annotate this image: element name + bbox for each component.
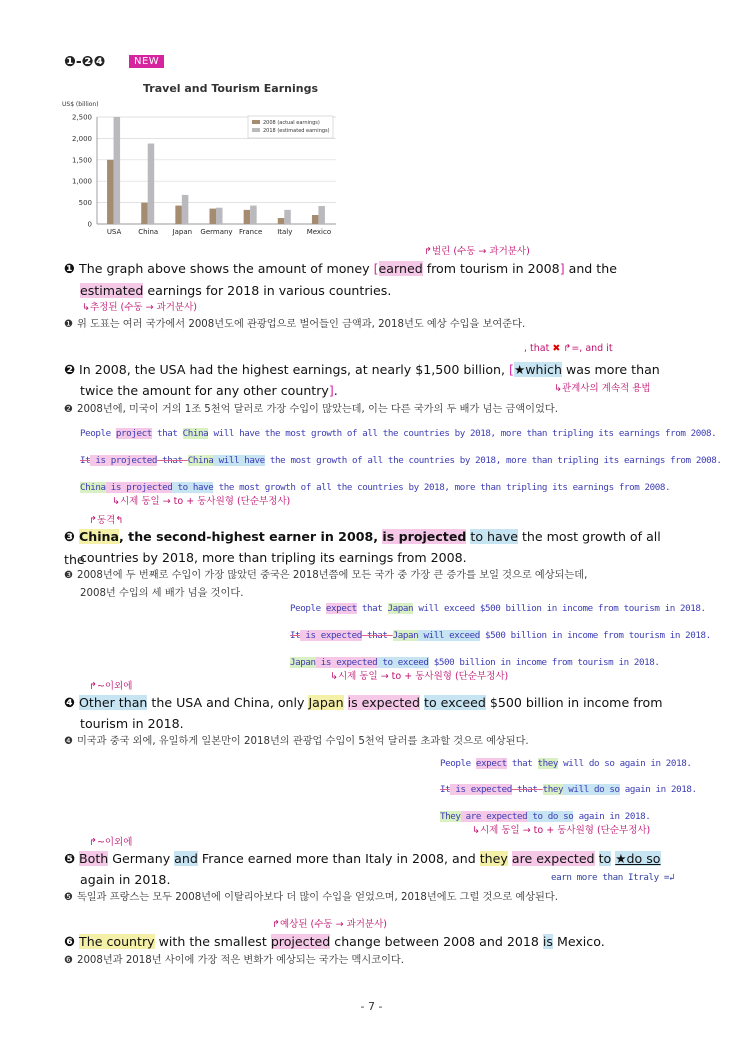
- highlight-they: they: [479, 851, 508, 866]
- y-tick-label: 1,500: [71, 156, 92, 165]
- pattern-5-line3: They are expected to do so again in 2018.: [440, 811, 651, 822]
- legend-label: 2018 (estimated earnings): [263, 128, 330, 134]
- sentence-4-line2: tourism in 2018.: [80, 716, 184, 731]
- highlight-is: is: [542, 934, 553, 949]
- x-tick-label: Japan: [172, 228, 193, 236]
- highlight-and: and: [174, 851, 198, 866]
- sentence-5: ❺ Both Germany and France earned more than Italy in 2008, and they are expected to ★do so: [64, 851, 661, 867]
- chart-y-axis-label: US$ (billion): [62, 101, 99, 108]
- bar-japan-series-2: [182, 195, 189, 224]
- translation-5: ❺ 독일과 프랑스는 모두 2008년에 이탈리아보다 더 많이 수입을 얻었으며, 2018년에도 그럴 것으로 예상된다.: [64, 892, 558, 903]
- annotation-earned: ↱벌린 (수동 → 과거분사): [424, 246, 530, 257]
- sentence-number: ❶: [64, 262, 76, 277]
- y-tick-label: 2,500: [71, 113, 92, 122]
- annotation-infinitive-3: ↳시제 동일 → to + 동사원형 (단순부정사): [112, 496, 291, 507]
- pattern-4-line1: People expect that Japan will exceed $500 billion in income from tourism in 2018.: [290, 603, 706, 614]
- annotation-which: , that ✖ ↱=, and it: [524, 343, 613, 354]
- x-tick-label: USA: [106, 228, 122, 236]
- annotation-projected: ↱예상된 (수동 → 과거분사): [272, 919, 387, 930]
- annotation-estimated: ↳추정된 (수동 → 과거분사): [82, 302, 197, 313]
- highlight-is-projected: is projected: [382, 529, 467, 544]
- bar-china-series-2: [148, 144, 155, 224]
- pattern-3-line1: People project that China will have the most growth of all the countries by 2018, more than tripling its earnings from 2008.: [80, 428, 717, 439]
- highlight-projected: projected: [270, 934, 331, 949]
- y-tick-label: 500: [78, 199, 92, 208]
- annotation-appositive: ↱동격↰: [89, 515, 124, 526]
- translation-4: ❹ 미국과 중국 외에, 유일하게 일본만이 2018년의 관광업 수입이 5천억 달러를 초과할 것으로 예상된다.: [64, 736, 529, 747]
- x-tick-label: Mexico: [306, 228, 332, 236]
- translation-3: ❸ 2008년에 두 번째로 수입이 가장 많았던 중국은 2018년쯤에 모든 국가 중 가장 큰 증가를 보일 것으로 예상되는데,: [64, 570, 588, 581]
- sentence-1: ❶ The graph above shows the amount of money [earned from tourism in 2008] and the: [64, 261, 617, 277]
- sentence-2: ❷ In 2008, the USA had the highest earnings, at nearly $1,500 billion, [★which was more than: [64, 362, 660, 378]
- x-tick-label: Italy: [277, 228, 293, 236]
- x-tick-label: Germany: [200, 228, 233, 236]
- pattern-3-line2: It is projected that China will have the most growth of all the countries by 2018, more than tripling its earnings from 2008.: [80, 455, 722, 466]
- sentence-3: ❸ China, the second-highest earner in 2008, is projected to have the most growth of all the: [64, 529, 661, 567]
- pattern-5-line1: People expect that they will do so again in 2018.: [440, 758, 692, 769]
- highlight-both: Both: [79, 851, 109, 866]
- highlight-estimated: estimated: [80, 283, 144, 298]
- legend-label: 2008 (actual earnings): [263, 120, 320, 126]
- pattern-4-line2: It is expected that Japan will exceed $500 billion in income from tourism in 2018.: [290, 630, 711, 641]
- highlight-other-than: Other than: [79, 695, 148, 710]
- bar-italy-series-1: [278, 218, 285, 224]
- sentence-3-line2: countries by 2018, more than tripling its earnings from 2008.: [80, 550, 467, 565]
- annotation-infinitive-4: ↳시제 동일 → to + 동사원형 (단순부정사): [330, 671, 509, 682]
- annotation-besides: ↱~이외에: [89, 837, 133, 848]
- sentence-6: ❻ The country with the smallest projected change between 2008 and 2018 is Mexico.: [64, 934, 605, 950]
- annotation-relative: ↳관계사의 계속적 용법: [554, 383, 651, 394]
- legend-swatch: [252, 120, 260, 124]
- bar-france-series-1: [244, 210, 251, 224]
- highlight-is-expected: is expected: [347, 695, 420, 710]
- sentence-4: ❹ Other than the USA and China, only Japan is expected to exceed $500 billion in income from: [64, 695, 663, 711]
- annotation-infinitive-5: ↳시제 동일 → to + 동사원형 (단순부정사): [472, 825, 651, 836]
- bar-japan-series-1: [175, 206, 182, 224]
- y-tick-label: 1,000: [71, 177, 92, 186]
- highlight-to-exceed: to exceed: [424, 695, 486, 710]
- highlight-are-expected: are expected: [511, 851, 595, 866]
- highlight-which: ★which: [513, 362, 562, 377]
- highlight-do-so: ★do so: [615, 851, 661, 866]
- y-tick-label: 0: [87, 220, 92, 229]
- legend-swatch: [252, 128, 260, 132]
- sentence-1-line2: estimated earnings for 2018 in various countries.: [80, 283, 392, 298]
- bar-france-series-2: [250, 206, 257, 224]
- section-number: ❶-❷❹: [64, 54, 106, 70]
- y-tick-label: 2,000: [71, 134, 92, 143]
- translation-1: ❶ 위 도표는 여러 국가에서 2008년도에 관광업으로 벌어들인 금액과, 2018년도 예상 수입을 보여준다.: [64, 319, 526, 330]
- highlight-earned: earned: [378, 261, 423, 276]
- highlight-the-country: The country: [79, 934, 155, 949]
- highlight-to: to: [598, 851, 612, 866]
- pattern-4-line3: Japan is expected to exceed $500 billion in income from tourism in 2018.: [290, 657, 660, 668]
- bar-usa-series-1: [107, 160, 114, 224]
- annotation-do-so: earn more than Itraly =↲: [551, 872, 675, 883]
- translation-6: ❻ 2008년과 2018년 사이에 가장 적은 변화가 예상되는 국가는 멕시코이다.: [64, 955, 404, 966]
- bar-china-series-1: [141, 203, 148, 224]
- page-number: - 7 -: [360, 1000, 383, 1013]
- bar-mexico-series-1: [312, 215, 319, 224]
- pattern-5-line2: It is expected that they will do so again in 2018.: [440, 784, 697, 795]
- chart-title: Travel and Tourism Earnings: [143, 82, 319, 95]
- sentence-2-line2: twice the amount for any other country].: [80, 383, 338, 398]
- x-tick-label: China: [138, 228, 159, 236]
- translation-3-line2: 2008년 수입의 세 배가 넘을 것이다.: [80, 588, 244, 599]
- highlight-japan: Japan: [308, 695, 344, 710]
- annotation-other-than: ↱~이외에: [89, 681, 133, 692]
- sentence-5-line2: again in 2018.: [80, 872, 171, 887]
- pattern-3-line3: China is projected to have the most growth of all the countries by 2018, more than tripling its earnings from 2008.: [80, 482, 671, 493]
- bar-italy-series-2: [284, 210, 291, 224]
- highlight-china: China: [79, 529, 120, 544]
- bar-germany-series-1: [210, 209, 217, 224]
- bar-usa-series-2: [114, 117, 121, 224]
- bar-chart: [60, 108, 340, 242]
- translation-2: ❷ 2008년에, 미국이 거의 1조 5천억 달러로 가장 수입이 많았는데, 이는 다른 국가의 두 배가 넘는 금액이었다.: [64, 404, 558, 415]
- bar-germany-series-2: [216, 208, 223, 224]
- highlight-to-have: to have: [470, 529, 518, 544]
- new-badge: NEW: [129, 55, 164, 68]
- bar-mexico-series-2: [318, 206, 325, 224]
- x-tick-label: France: [239, 228, 263, 236]
